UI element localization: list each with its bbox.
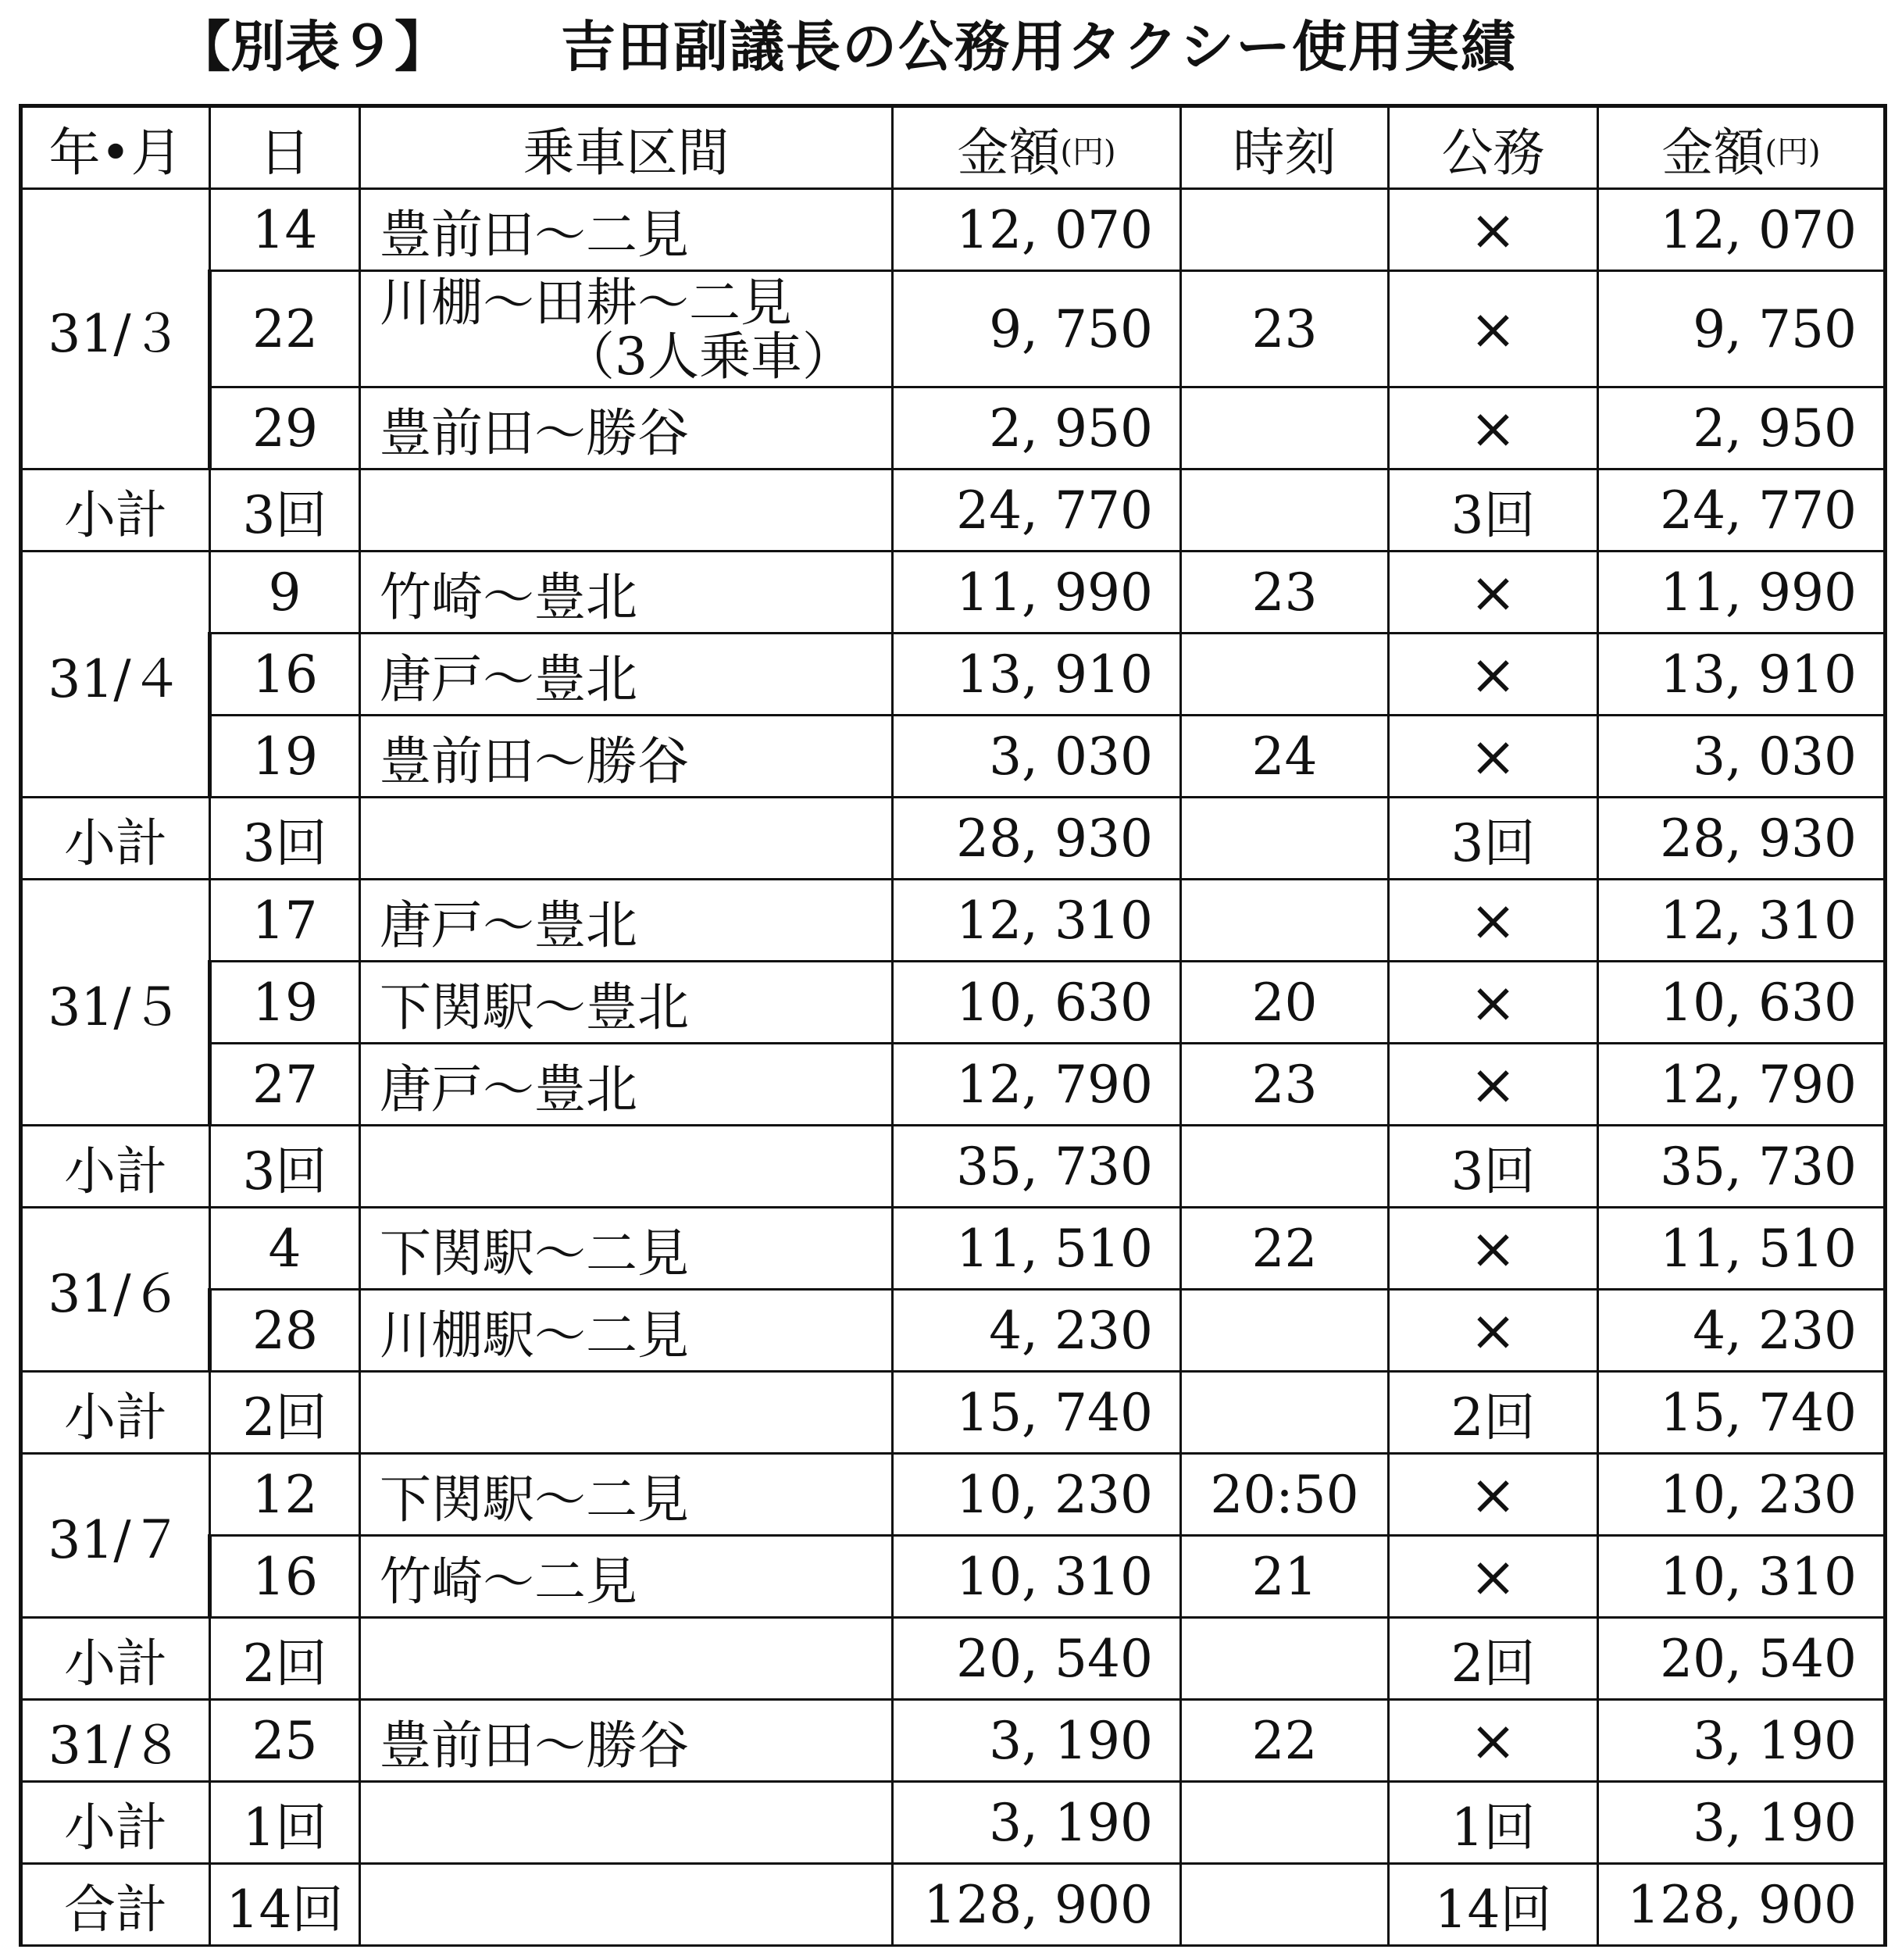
amount-2-cell: 11, 510 (1598, 1208, 1886, 1290)
amount-2-cell: 10, 230 (1598, 1454, 1886, 1536)
subtotal-amount-2: 28, 930 (1598, 798, 1886, 880)
time-cell (1181, 387, 1389, 469)
subtotal-official: 3回 (1389, 1126, 1598, 1208)
total-amount: 128, 900 (893, 1864, 1181, 1946)
amount-cell: 3, 190 (893, 1700, 1181, 1782)
route-text: 川棚～田耕～二見 (380, 273, 792, 333)
table-row (21, 1208, 1886, 1290)
subtotal-route-empty (360, 469, 893, 552)
subtotal-official: 1回 (1389, 1782, 1598, 1864)
route-cell: 下関駅～豊北 (360, 962, 893, 1044)
official-cell: × (1389, 1208, 1598, 1290)
subtotal-count: 2回 (210, 1372, 360, 1454)
official-cell: × (1389, 1536, 1598, 1618)
day-cell: 17 (210, 880, 360, 962)
table-label: 【別表９】 (176, 15, 449, 79)
day-cell: 28 (210, 1290, 360, 1372)
route-cell: 下関駅～二見 (360, 1454, 893, 1536)
table-title: 吉田副議長の公務用タクシー使用実績 (561, 15, 1517, 79)
route-note: （3人乗車） (563, 327, 854, 387)
day-cell: 25 (210, 1700, 360, 1782)
time-cell: 23 (1181, 1044, 1389, 1126)
amount-cell: 11, 990 (893, 552, 1181, 634)
subtotal-row (21, 1126, 1886, 1208)
subtotal-row (21, 1372, 1886, 1454)
route-cell: 竹崎～二見 (360, 1536, 893, 1618)
subtotal-time-empty (1181, 1618, 1389, 1700)
time-cell: 20:50 (1181, 1454, 1389, 1536)
subtotal-label: 小計 (21, 1782, 210, 1864)
time-cell: 22 (1181, 1700, 1389, 1782)
day-cell: 29 (210, 387, 360, 469)
header-year-month: 年•月 (21, 106, 210, 189)
table-row (21, 1700, 1886, 1782)
subtotal-label: 小計 (21, 798, 210, 880)
subtotal-label: 小計 (21, 1618, 210, 1700)
amount-2-cell: 12, 790 (1598, 1044, 1886, 1126)
subtotal-row (21, 1782, 1886, 1864)
official-cell: × (1389, 1454, 1598, 1536)
amount-2-cell: 10, 310 (1598, 1536, 1886, 1618)
amount-cell: 2, 950 (893, 387, 1181, 469)
table-row (21, 271, 1886, 387)
route-cell: 豊前田～勝谷 (360, 1700, 893, 1782)
day-cell: 19 (210, 716, 360, 798)
subtotal-amount-2: 20, 540 (1598, 1618, 1886, 1700)
time-cell (1181, 880, 1389, 962)
amount-2-cell: 12, 070 (1598, 189, 1886, 271)
total-row (21, 1864, 1886, 1946)
official-cell: × (1389, 716, 1598, 798)
header-amount-2-unit: (円) (1765, 134, 1821, 170)
subtotal-route-empty (360, 1126, 893, 1208)
subtotal-official: 2回 (1389, 1372, 1598, 1454)
subtotal-route-empty (360, 1618, 893, 1700)
route-cell: 唐戸～豊北 (360, 880, 893, 962)
subtotal-amount-2: 35, 730 (1598, 1126, 1886, 1208)
amount-cell: 10, 310 (893, 1536, 1181, 1618)
subtotal-route-empty (360, 1782, 893, 1864)
route-cell: 唐戸～豊北 (360, 634, 893, 716)
amount-cell: 9, 750 (893, 271, 1181, 387)
amount-2-cell: 4, 230 (1598, 1290, 1886, 1372)
subtotal-count: 3回 (210, 469, 360, 552)
day-cell: 16 (210, 1536, 360, 1618)
subtotal-official: 3回 (1389, 469, 1598, 552)
subtotal-amount: 15, 740 (893, 1372, 1181, 1454)
official-cell: × (1389, 552, 1598, 634)
header-time: 時刻 (1181, 106, 1389, 189)
subtotal-amount: 35, 730 (893, 1126, 1181, 1208)
time-cell (1181, 1290, 1389, 1372)
amount-2-cell: 2, 950 (1598, 387, 1886, 469)
month-cell: 31/７ (21, 1454, 210, 1618)
time-cell: 21 (1181, 1536, 1389, 1618)
table-row (21, 189, 1886, 271)
subtotal-count: 2回 (210, 1618, 360, 1700)
official-cell: × (1389, 189, 1598, 271)
route-cell (360, 271, 893, 387)
time-cell: 23 (1181, 271, 1389, 387)
amount-cell: 10, 630 (893, 962, 1181, 1044)
table-row (21, 880, 1886, 962)
day-cell: 12 (210, 1454, 360, 1536)
subtotal-time-empty (1181, 1126, 1389, 1208)
amount-cell: 3, 030 (893, 716, 1181, 798)
route-cell: 川棚駅～二見 (360, 1290, 893, 1372)
total-amount-2: 128, 900 (1598, 1864, 1886, 1946)
time-cell (1181, 189, 1389, 271)
month-cell: 31/５ (21, 880, 210, 1126)
total-count: 14回 (210, 1864, 360, 1946)
subtotal-official: 2回 (1389, 1618, 1598, 1700)
amount-cell: 12, 310 (893, 880, 1181, 962)
day-cell: 22 (210, 271, 360, 387)
amount-2-cell: 11, 990 (1598, 552, 1886, 634)
subtotal-time-empty (1181, 1782, 1389, 1864)
subtotal-label: 小計 (21, 1372, 210, 1454)
route-cell: 下関駅～二見 (360, 1208, 893, 1290)
amount-2-cell: 9, 750 (1598, 271, 1886, 387)
official-cell: × (1389, 880, 1598, 962)
month-cell: 31/８ (21, 1700, 210, 1782)
subtotal-time-empty (1181, 469, 1389, 552)
table-row (21, 1044, 1886, 1126)
total-official: 14回 (1389, 1864, 1598, 1946)
table-row (21, 552, 1886, 634)
subtotal-row (21, 1618, 1886, 1700)
subtotal-amount: 24, 770 (893, 469, 1181, 552)
day-cell: 27 (210, 1044, 360, 1126)
total-route-empty (360, 1864, 893, 1946)
time-cell (1181, 634, 1389, 716)
route-cell: 豊前田～二見 (360, 189, 893, 271)
subtotal-amount: 3, 190 (893, 1782, 1181, 1864)
official-cell: × (1389, 1044, 1598, 1126)
header-amount (893, 106, 1181, 189)
document-title (0, 0, 1902, 94)
amount-cell: 10, 230 (893, 1454, 1181, 1536)
amount-2-cell: 10, 630 (1598, 962, 1886, 1044)
day-cell: 19 (210, 962, 360, 1044)
header-amount-label: 金額 (957, 122, 1061, 183)
table-row (21, 634, 1886, 716)
subtotal-amount: 20, 540 (893, 1618, 1181, 1700)
subtotal-route-empty (360, 798, 893, 880)
route-cell: 竹崎～豊北 (360, 552, 893, 634)
table-row (21, 962, 1886, 1044)
subtotal-amount-2: 3, 190 (1598, 1782, 1886, 1864)
table-row (21, 1536, 1886, 1618)
time-cell: 20 (1181, 962, 1389, 1044)
route-cell: 唐戸～豊北 (360, 1044, 893, 1126)
official-cell: × (1389, 962, 1598, 1044)
header-official: 公務 (1389, 106, 1598, 189)
amount-cell: 13, 910 (893, 634, 1181, 716)
time-cell: 22 (1181, 1208, 1389, 1290)
official-cell: × (1389, 1700, 1598, 1782)
month-cell: 31/３ (21, 189, 210, 469)
time-cell: 23 (1181, 552, 1389, 634)
header-amount-unit: (円) (1060, 134, 1116, 170)
total-time-empty (1181, 1864, 1389, 1946)
header-day: 日 (210, 106, 360, 189)
table-row (21, 1290, 1886, 1372)
header-route: 乗車区間 (360, 106, 893, 189)
subtotal-amount-2: 15, 740 (1598, 1372, 1886, 1454)
subtotal-amount-2: 24, 770 (1598, 469, 1886, 552)
route-cell: 豊前田～勝谷 (360, 387, 893, 469)
amount-cell: 4, 230 (893, 1290, 1181, 1372)
route-cell: 豊前田～勝谷 (360, 716, 893, 798)
amount-2-cell: 12, 310 (1598, 880, 1886, 962)
official-cell: × (1389, 634, 1598, 716)
subtotal-route-empty (360, 1372, 893, 1454)
subtotal-amount: 28, 930 (893, 798, 1181, 880)
official-cell: × (1389, 387, 1598, 469)
header-amount-2-label: 金額 (1661, 122, 1765, 183)
subtotal-official: 3回 (1389, 798, 1598, 880)
amount-2-cell: 13, 910 (1598, 634, 1886, 716)
day-cell: 16 (210, 634, 360, 716)
table-row (21, 387, 1886, 469)
subtotal-label: 小計 (21, 469, 210, 552)
subtotal-count: 1回 (210, 1782, 360, 1864)
header-row (21, 106, 1886, 189)
amount-cell: 11, 510 (893, 1208, 1181, 1290)
total-label: 合計 (21, 1864, 210, 1946)
table-row (21, 716, 1886, 798)
subtotal-time-empty (1181, 798, 1389, 880)
month-cell: 31/４ (21, 552, 210, 798)
official-cell: × (1389, 271, 1598, 387)
amount-2-cell: 3, 030 (1598, 716, 1886, 798)
day-cell: 14 (210, 189, 360, 271)
day-cell: 9 (210, 552, 360, 634)
subtotal-row (21, 798, 1886, 880)
header-amount-2 (1598, 106, 1886, 189)
amount-2-cell: 3, 190 (1598, 1700, 1886, 1782)
subtotal-time-empty (1181, 1372, 1389, 1454)
subtotal-count: 3回 (210, 798, 360, 880)
day-cell: 4 (210, 1208, 360, 1290)
month-cell: 31/６ (21, 1208, 210, 1372)
amount-cell: 12, 070 (893, 189, 1181, 271)
subtotal-count: 3回 (210, 1126, 360, 1208)
subtotal-label: 小計 (21, 1126, 210, 1208)
table-row (21, 1454, 1886, 1536)
taxi-usage-table (19, 104, 1887, 1947)
amount-cell: 12, 790 (893, 1044, 1181, 1126)
subtotal-row (21, 469, 1886, 552)
official-cell: × (1389, 1290, 1598, 1372)
time-cell: 24 (1181, 716, 1389, 798)
